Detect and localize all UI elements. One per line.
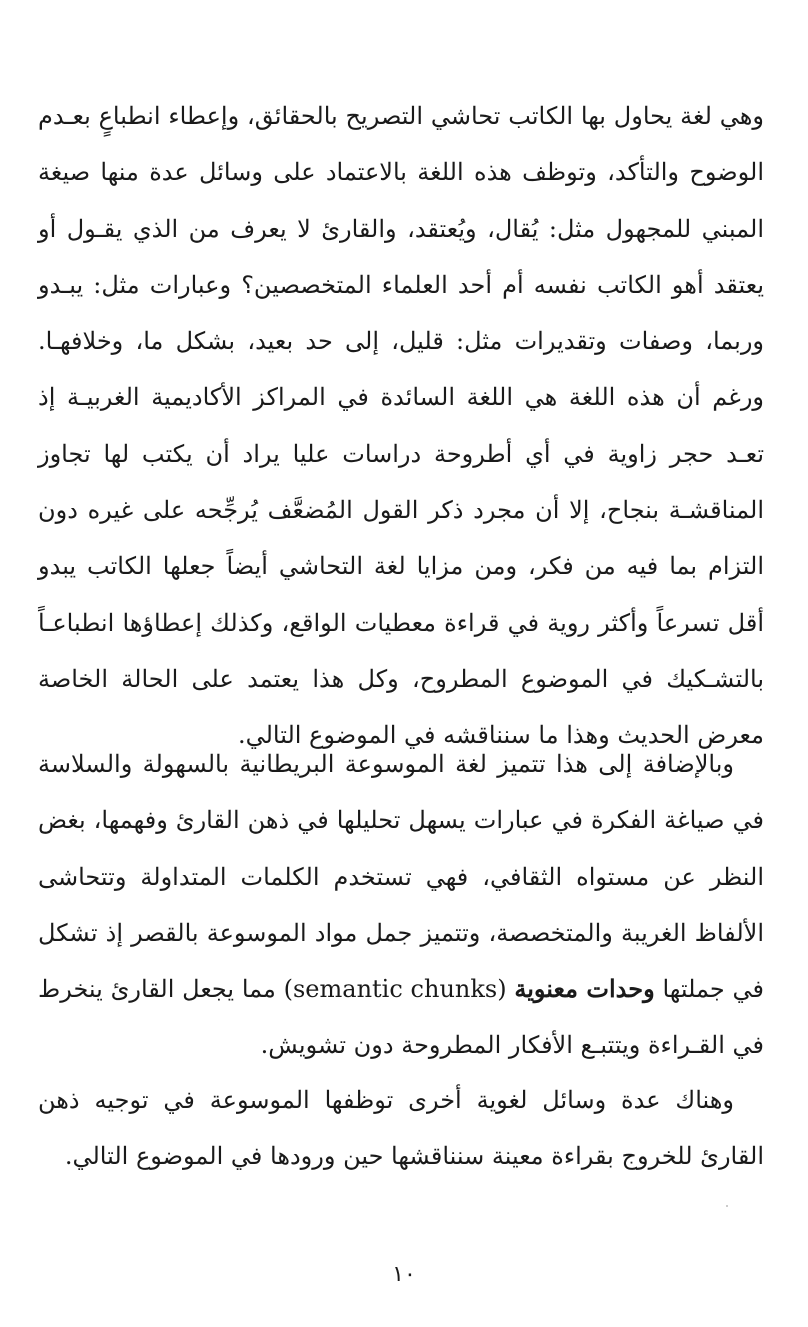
page-number: ١٠ xyxy=(392,1262,416,1287)
body-paragraph-3 xyxy=(38,1072,764,1185)
scan-speck xyxy=(726,1205,728,1207)
body-paragraph-1 xyxy=(38,88,764,764)
english-term: (semantic chunks) xyxy=(283,975,507,1004)
paragraph-text: وهناك عدة وسائل لغوية أخرى توظفها الموسوعة في توجيه ذهن القارئ للخروج بقراءة معينة سنناقشها حين ورودها في الموضوع التالي. xyxy=(38,1086,764,1171)
paragraph-text-after-term: مما يجعل القارئ ينخرط في القـراءة ويتتبـع الأفكار المطروحة دون تشويش. xyxy=(38,975,764,1060)
paragraph-text xyxy=(38,736,764,1074)
body-paragraph-2 xyxy=(38,736,764,1074)
paragraph-text: وهي لغة يحاول بها الكاتب تحاشي التصريح بالحقائق، وإعطاء انطباعٍ بعـدم الوضوح والتأكد، وتوظف هذه اللغة بالاعتماد على وسائل عدة منها صيغة المبني للمجهول مثل: يُقال، ويُعتقد، والقارئ لا يعرف من الذي يقـول أو يعتقد أهو الكاتب نفسه أم أحد العلماء المتخصصين؟ وعبارات مثل: يبـدو وربما، وصفات وتقديرات مثل: قليل، إلى حد بعيد، بشكل ما، وخلافهـا. ورغم أن هذه اللغة هي اللغة السائدة في المراكز الأكاديمية الغربيـة إذ تعـد حجر زاوية في أي أطروحة دراسات عليا يراد أن يكتب لها تجاوز المناقشـة بنجاح، إلا أن مجرد ذكر القول المُضعَّف يُرجِّحه على غيره دون التزام بما فيه من فكر، ومن مزايا لغة التحاشي أيضاً جعلها الكاتب يبدو أقل تسرعاً وأكثر روية في قراءة معطيات الواقع، وكذلك إعطاؤها انطباعـاً بالتشـكيك في الموضوع المطروح، وكل هذا يعتمد على الحالة الخاصة معرض الحديث وهذا ما سنناقشه في الموضوع التالي. xyxy=(38,102,764,750)
bold-term: وحدات معنوية xyxy=(514,974,655,1004)
paragraph-text-before-term: وبالإضافة إلى هذا تتميز لغة الموسوعة البريطانية بالسهولة والسلاسة في صياغة الفكرة في عبارات يسهل تحليلها في ذهن القارئ وفهمها، بغض النظر عن مستواه الثقافي، فهي تستخدم الكلمات المتداولة وتتحاشى الألفاظ الغريبة والمتخصصة، وتتميز جمل مواد الموسوعة بالقصر إذ تشكل في جملتها xyxy=(38,750,765,1004)
